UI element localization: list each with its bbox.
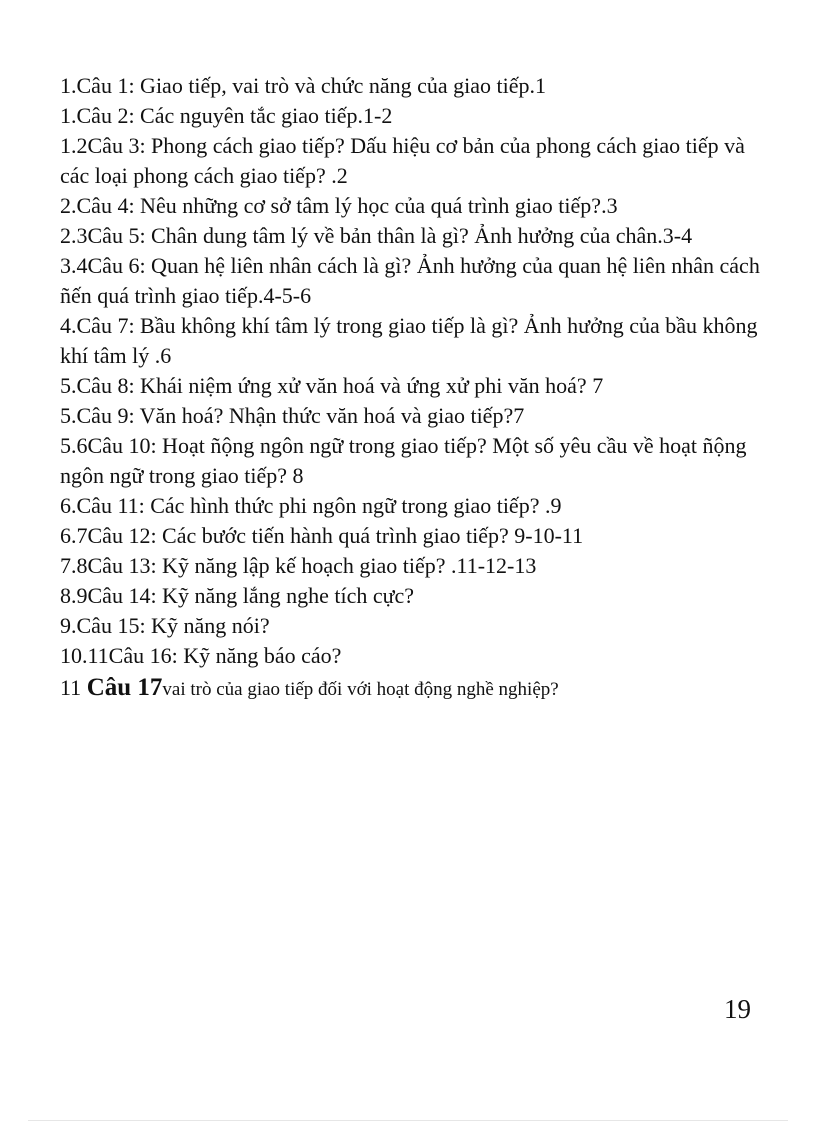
toc-entry: 7.8Câu 13: Kỹ năng lập kế hoạch giao tiếp? .11-12-13 (60, 553, 537, 578)
toc-entry: 5.Câu 9: Văn hoá? Nhận thức văn hoá và giao tiếp?7 (60, 403, 525, 428)
toc-entry-number: 11 (60, 675, 82, 700)
toc-entry: 6.Câu 11: Các hình thức phi ngôn ngữ trong giao tiếp? .9 (60, 493, 562, 518)
toc-entry: 2.3Câu 5: Chân dung tâm lý về bản thân là gì? Ảnh hưởng của chân.3-4 (60, 223, 693, 248)
page-number: 19 (724, 994, 751, 1024)
toc-entry: 8.9Câu 14: Kỹ năng lắng nghe tích cực? (60, 583, 415, 608)
toc-entry: 5.Câu 8: Khái niệm ứng xử văn hoá và ứng xử phi văn hoá? 7 (60, 373, 604, 398)
toc-entry: 6.7Câu 12: Các bước tiến hành quá trình giao tiếp? 9-10-11 (60, 523, 584, 548)
toc-entry-label: Câu 17 (86, 674, 163, 701)
toc-entry: 1.Câu 1: Giao tiếp, vai trò và chức năng của giao tiếp.1 (60, 73, 546, 98)
toc-entry: 2.Câu 4: Nêu những cơ sở tâm lý học của quá trình giao tiếp?.3 (60, 193, 618, 218)
toc-entry: 1.2Câu 3: Phong cách giao tiếp? Dấu hiệu cơ bản của phong cách giao tiếp và các loại phong cách giao tiếp? .2 (60, 133, 745, 188)
bottom-divider (28, 1120, 788, 1121)
toc-entry: 3.4Câu 6: Quan hệ liên nhân cách là gì? Ảnh hưởng của quan hệ liên nhân cách ñến quá trình giao tiếp.4-5-6 (60, 253, 760, 308)
table-of-contents (60, 71, 770, 705)
toc-entry: 10.11Câu 16: Kỹ năng báo cáo? (60, 643, 342, 668)
toc-entry: 9.Câu 15: Kỹ năng nói? (60, 613, 270, 638)
toc-entry: 4.Câu 7: Bầu không khí tâm lý trong giao tiếp là gì? Ảnh hưởng của bầu không khí tâm lý .6 (60, 313, 758, 368)
toc-entry: 5.6Câu 10: Hoạt ñộng ngôn ngữ trong giao tiếp? Một số yêu cầu về hoạt ñộng ngôn ngữ trong giao tiếp? 8 (60, 433, 747, 488)
toc-entry: 1.Câu 2: Các nguyên tắc giao tiếp.1-2 (60, 103, 393, 128)
toc-entry-text: vai trò của giao tiếp đối với hoạt động nghề nghiệp? (162, 679, 559, 700)
toc-entry-last (60, 673, 770, 705)
